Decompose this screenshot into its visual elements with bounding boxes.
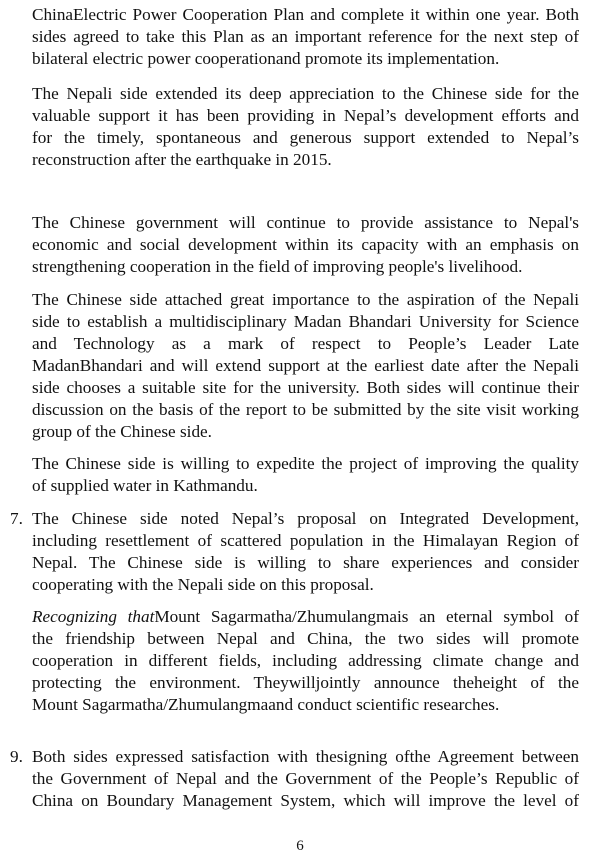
text-line: economic and social development within its capacity with an emphasis on: [32, 235, 579, 254]
text-line: [32, 606, 579, 628]
text-line: and Technology as a mark of respect to People’s Leader Late: [32, 334, 579, 353]
text-line: The Chinese side is willing to expedite the project of improving the quality: [32, 454, 579, 473]
text-line: side to establish a multidisciplinary Madan Bhandari University for Science: [32, 312, 579, 331]
text-line: The Nepali side extended its deep appreciation to the Chinese side for the: [32, 84, 579, 103]
text-line: The Chinese government will continue to provide assistance to Nepal's: [32, 213, 579, 232]
text-line: ChinaElectric Power Cooperation Plan and complete it within one year. Both: [32, 5, 579, 24]
text-line: Both sides expressed satisfaction with thesigning ofthe Agreement between: [32, 747, 579, 766]
text-line: Nepal. The Chinese side is willing to share experiences and consider: [32, 553, 579, 572]
text-line: the friendship between Nepal and China, the two sides will promote: [32, 629, 579, 648]
text-line: bilateral electric power cooperationand promote its implementation.: [32, 49, 500, 68]
text-line: Mount Sagarmatha/Zhumulangmaand conduct scientific researches.: [32, 695, 500, 714]
text-line: sides agreed to take this Plan as an important reference for the next step of: [32, 27, 579, 46]
text-line: strengthening cooperation in the field of improving people's livelihood.: [32, 257, 523, 276]
paragraph-integrated-development: [32, 508, 579, 596]
text-line: including resettlement of scattered population in the Himalayan Region of: [32, 531, 579, 550]
paragraph-kathmandu-water: [32, 453, 579, 497]
text-line: side chooses a suitable site for the university. Both sides will continue their: [32, 378, 579, 397]
item-number-7: 7.: [10, 509, 23, 528]
text-line-rest: Mount Sagarmatha/Zhumulangmais an eternal symbol of: [154, 607, 579, 626]
page-number: 6: [296, 838, 304, 854]
paragraph-mount-sagarmatha: [32, 606, 579, 716]
paragraph-boundary-management: [32, 746, 579, 812]
text-line: valuable support it has been providing in Nepal’s development efforts and: [32, 106, 579, 125]
text-line: group of the Chinese side.: [32, 422, 212, 441]
italic-lead: Recognizing that: [32, 607, 155, 626]
paragraph-chinese-assistance: [32, 212, 579, 278]
paragraph-electric-power-plan: [32, 4, 579, 70]
text-line: cooperating with the Nepali side on this proposal.: [32, 575, 374, 594]
text-line: reconstruction after the earthquake in 2015.: [32, 150, 332, 169]
paragraph-madan-bhandari-university: [32, 289, 579, 443]
item-number-9: 9.: [10, 747, 23, 766]
text-line: for the timely, spontaneous and generous support extended to Nepal’s: [32, 128, 579, 147]
text-line: cooperation in different fields, including addressing climate change and: [32, 651, 579, 670]
text-line: China on Boundary Management System, which will improve the level of: [32, 791, 579, 810]
text-line: The Chinese side attached great importance to the aspiration of the Nepali: [32, 290, 579, 309]
text-line: the Government of Nepal and the Government of the People’s Republic of: [32, 769, 579, 788]
text-line: of supplied water in Kathmandu.: [32, 476, 258, 495]
text-line: The Chinese side noted Nepal’s proposal on Integrated Development,: [32, 509, 579, 528]
text-line: protecting the environment. Theywilljointly announce theheight of the: [32, 673, 579, 692]
text-line: MadanBhandari and will extend support at the earliest date after the Nepali: [32, 356, 579, 375]
text-line: discussion on the basis of the report to be submitted by the site visit working: [32, 400, 579, 419]
paragraph-nepali-appreciation: [32, 83, 579, 171]
